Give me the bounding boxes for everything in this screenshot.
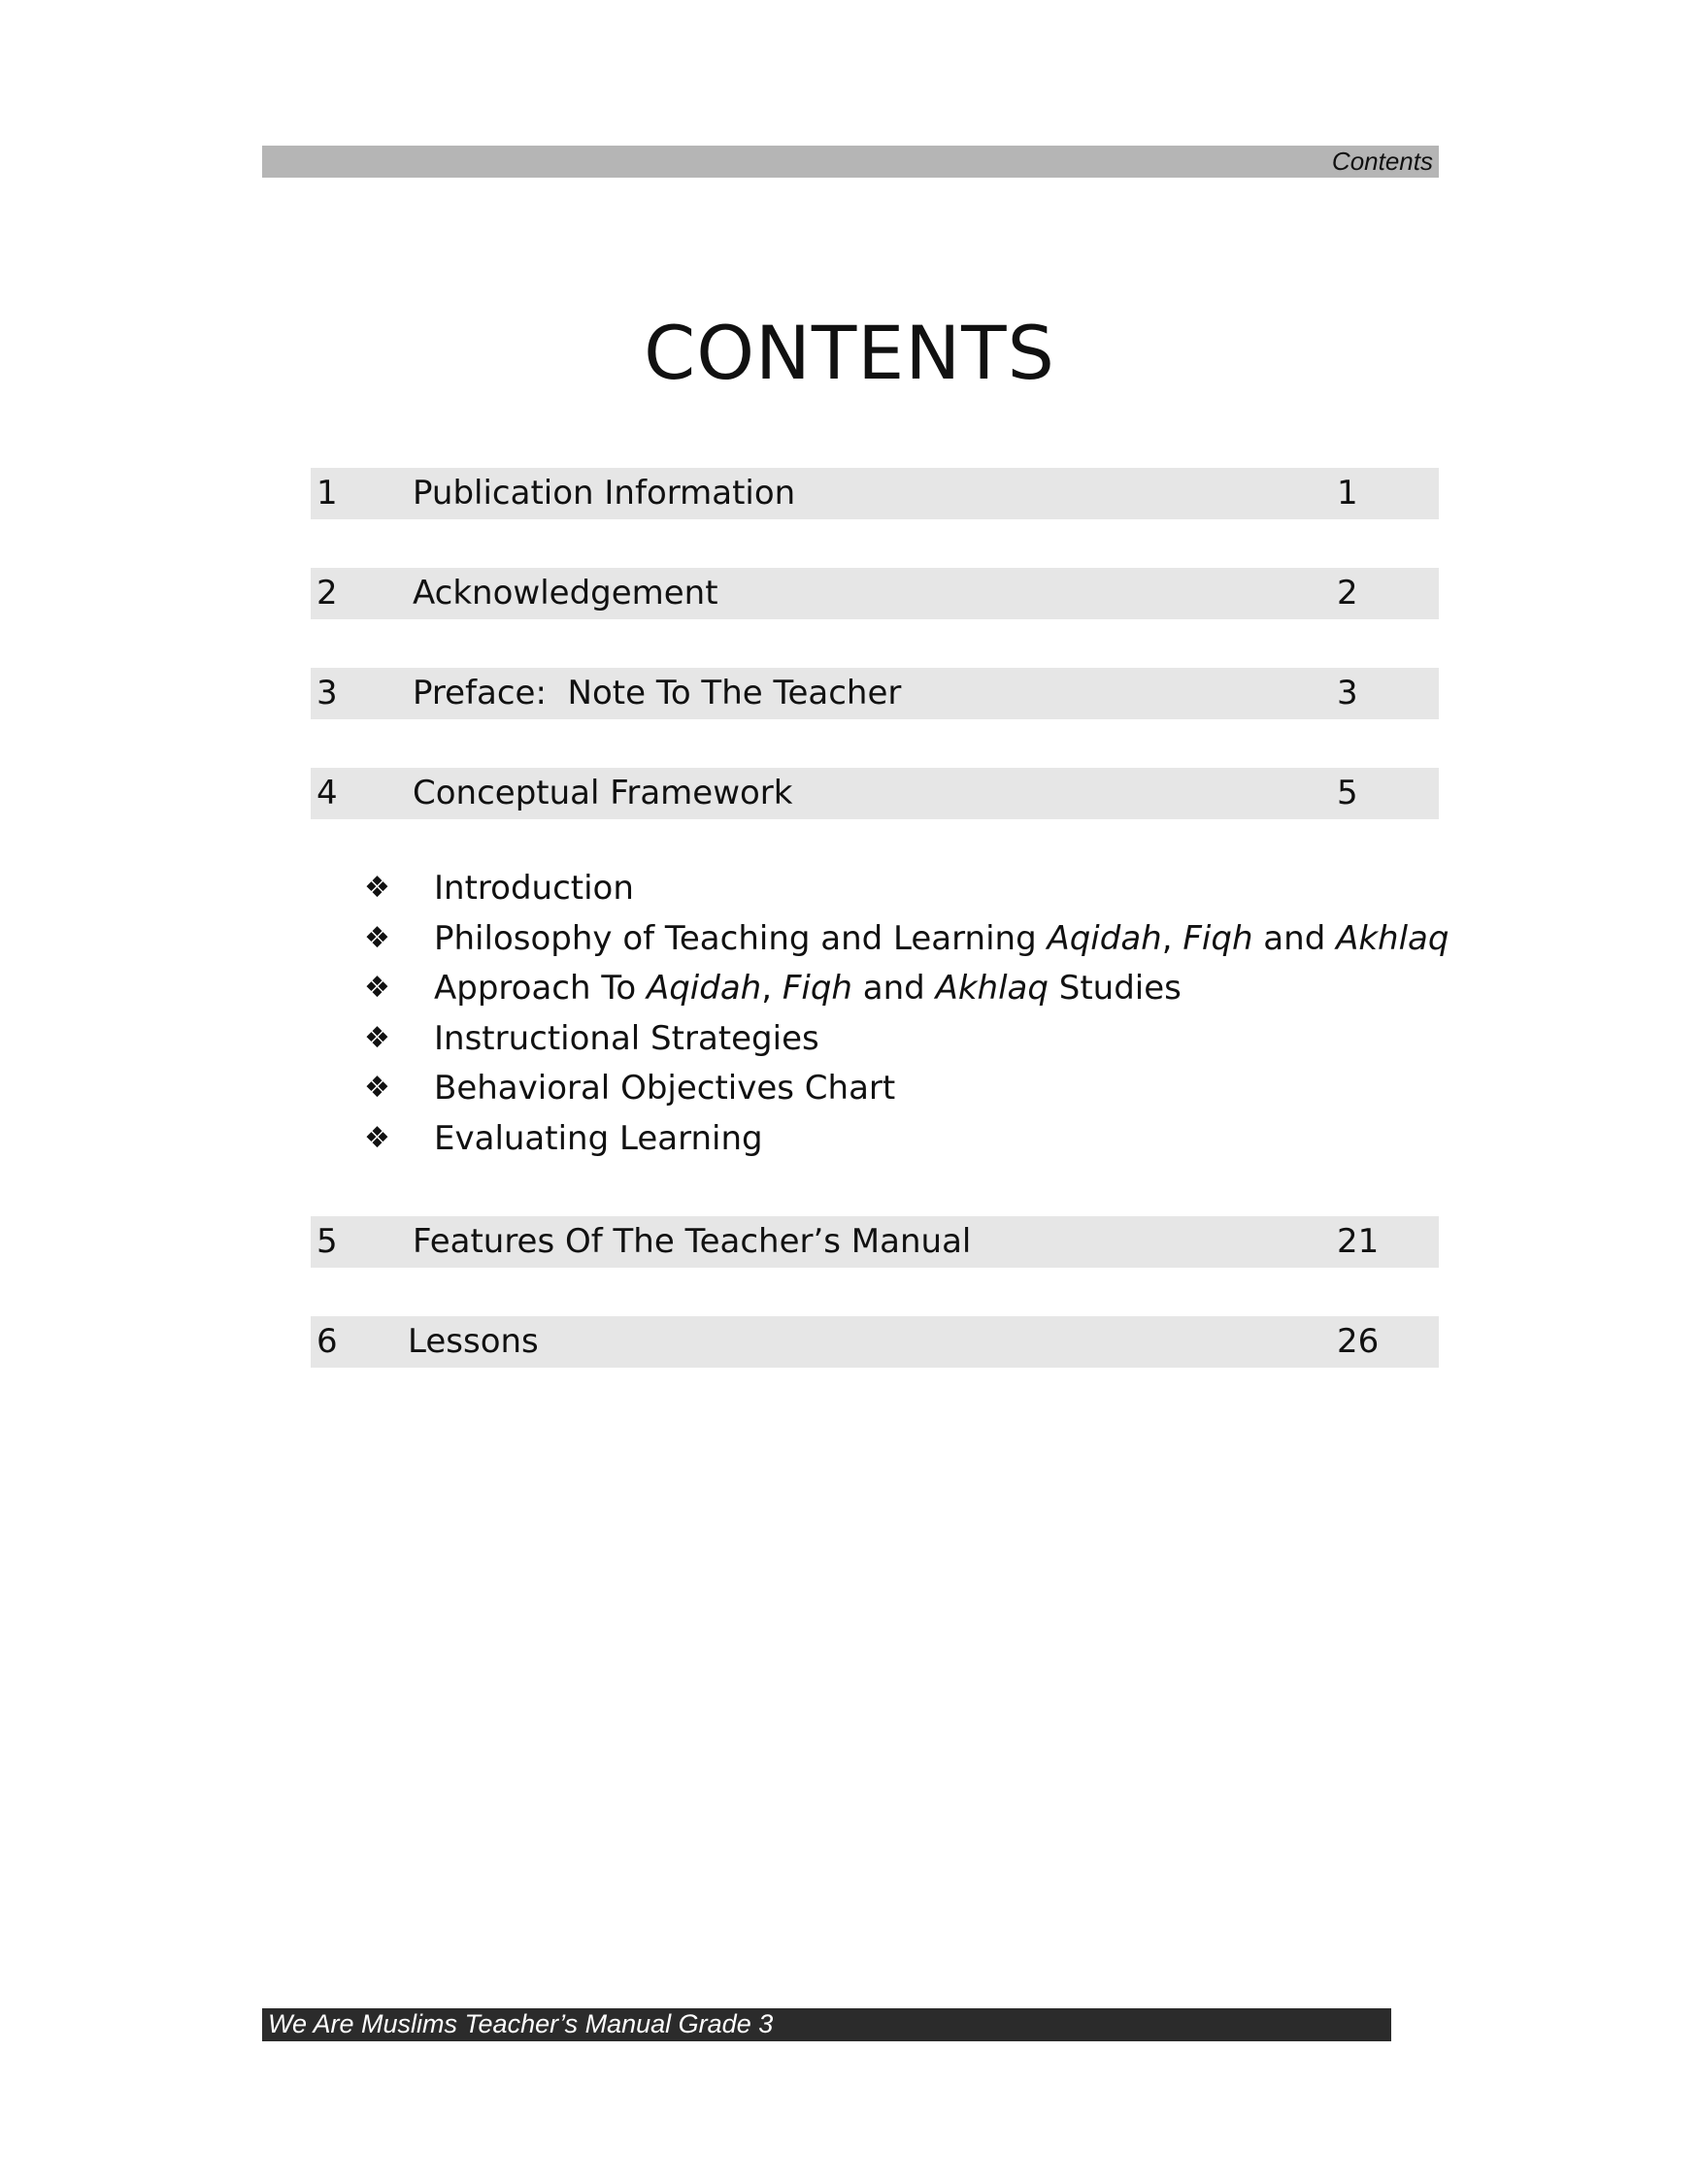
page-header-bar <box>262 146 1439 178</box>
toc-page-number: 2 <box>1337 574 1358 612</box>
toc-title: Conceptual Framework <box>413 774 793 812</box>
diamond-bullet-icon: ❖ <box>364 1020 390 1055</box>
toc-title: Preface: Note To The Teacher <box>413 674 902 712</box>
header-label: Contents <box>1331 147 1433 176</box>
toc-page-number: 1 <box>1337 474 1358 513</box>
toc-number: 2 <box>316 574 338 612</box>
subtopic-text: Approach To Aqidah, Fiqh and Akhlaq Studies <box>434 969 1182 1008</box>
diamond-bullet-icon: ❖ <box>364 920 390 955</box>
toc-title: Lessons <box>408 1322 539 1361</box>
subtopic-text: Evaluating Learning <box>434 1118 763 1158</box>
subtopic-text: Philosophy of Teaching and Learning Aqidah, Fiqh and Akhlaq <box>434 918 1449 958</box>
toc-number: 1 <box>316 474 338 513</box>
toc-entry[interactable] <box>311 568 1439 619</box>
diamond-bullet-icon: ❖ <box>364 1120 390 1155</box>
toc-entry[interactable] <box>311 768 1439 819</box>
diamond-bullet-icon: ❖ <box>364 971 390 1005</box>
diamond-bullet-icon: ❖ <box>364 871 390 905</box>
toc-entry[interactable] <box>311 668 1439 719</box>
toc-title: Acknowledgement <box>413 574 718 612</box>
subtopic-text: Instructional Strategies <box>434 1018 819 1058</box>
toc-page-number: 3 <box>1337 674 1358 712</box>
toc-entry[interactable] <box>311 1216 1439 1268</box>
toc-entry[interactable] <box>311 1316 1439 1368</box>
page-title: CONTENTS <box>644 309 1055 396</box>
toc-page-number: 21 <box>1337 1222 1380 1261</box>
page-footer-bar <box>262 2008 1391 2041</box>
toc-number: 6 <box>316 1322 338 1361</box>
toc-page-number: 26 <box>1337 1322 1380 1361</box>
toc-entry[interactable] <box>311 468 1439 519</box>
toc-number: 3 <box>316 674 338 712</box>
subtopic-text: Introduction <box>434 869 634 908</box>
diamond-bullet-icon: ❖ <box>364 1071 390 1105</box>
toc-number: 4 <box>316 774 338 812</box>
toc-page-number: 5 <box>1337 774 1358 812</box>
subtopic-text: Behavioral Objectives Chart <box>434 1069 896 1108</box>
toc-number: 5 <box>316 1222 338 1261</box>
toc-title: Publication Information <box>413 474 796 513</box>
toc-title: Features Of The Teacher’s Manual <box>413 1222 972 1261</box>
footer-label: We Are Muslims Teacher’s Manual Grade 3 <box>268 2009 774 2038</box>
